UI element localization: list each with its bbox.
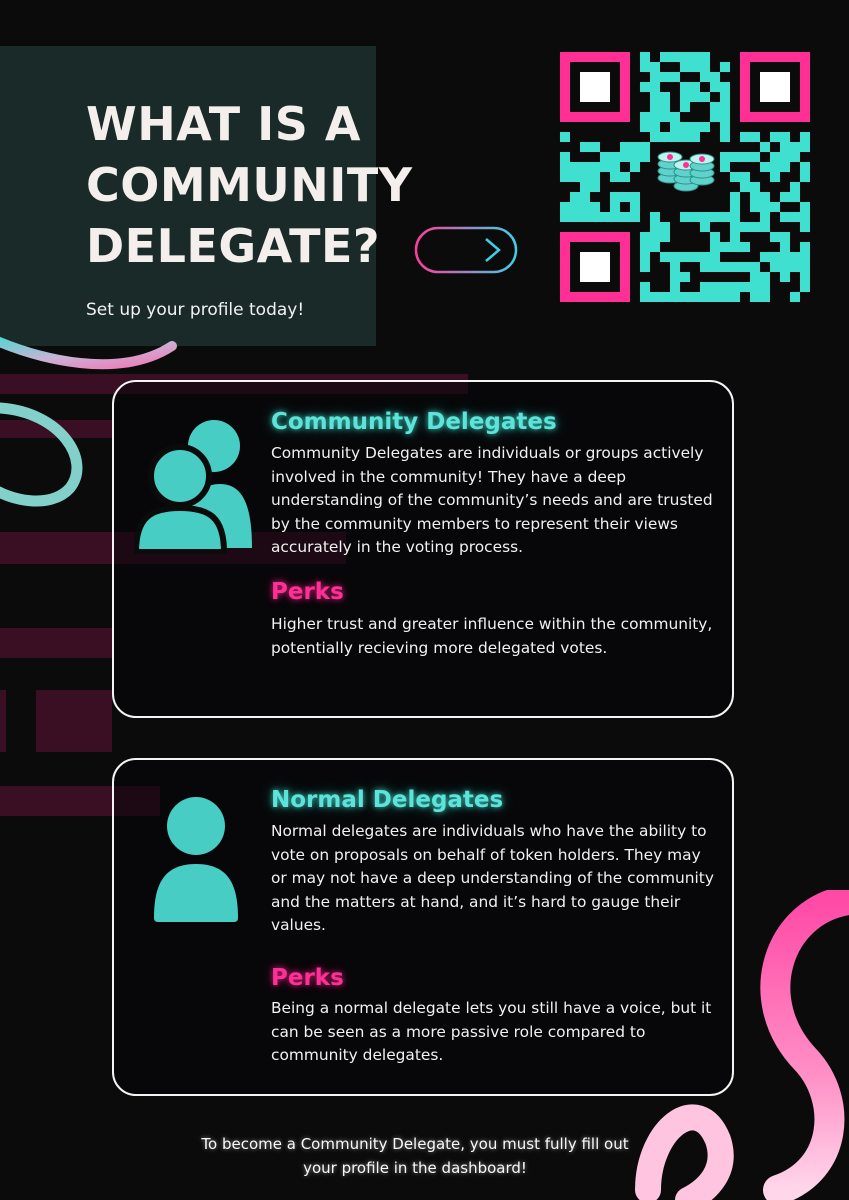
- normal-delegates-heading: Normal Delegates: [271, 787, 504, 813]
- community-perks-heading: Perks: [271, 579, 344, 605]
- normal-perks-heading: Perks: [271, 965, 344, 991]
- community-delegates-heading: Community Delegates: [271, 409, 557, 435]
- normal-delegates-description: Normal delegates are individuals who have the ability to vote on proposals on behalf of token holders. They may or may not have a deep understanding of the community and the matters at hand, and it’s hard to gauge their values.: [271, 822, 714, 935]
- normal-perks-text: Being a normal delegate lets you still have a voice, but it can be seen as a more passive role compared to community delegates.: [271, 999, 712, 1065]
- community-perks-text: Higher trust and greater influence within the community, potentially recieving more delegated votes.: [271, 615, 713, 657]
- footer-note: To become a Community Delegate, you must fully fill out your profile in the dashboard!: [201, 1135, 629, 1177]
- hero-subtitle: Set up your profile today!: [86, 300, 305, 320]
- single-person-icon: [150, 796, 240, 924]
- qr-finder-pattern: [745, 57, 805, 117]
- page-title: WHAT IS A COMMUNITY DELEGATE?: [86, 97, 413, 273]
- qr-finder-pattern: [565, 237, 625, 297]
- qr-finder-pattern: [565, 57, 625, 117]
- arrow-right-icon: [414, 226, 518, 274]
- qr-code[interactable]: [560, 52, 810, 302]
- group-of-people-icon: [134, 418, 254, 554]
- qr-code-icon: [560, 52, 810, 302]
- normal-delegates-card: [112, 758, 734, 1096]
- community-delegates-card: [112, 380, 734, 718]
- arrow-right-button[interactable]: [414, 226, 518, 274]
- community-delegates-description: Community Delegates are individuals or groups actively involved in the community! They have a deep understanding of the community’s needs and are trusted by the community members to represent their views accurately in the voting process.: [271, 444, 713, 557]
- coin-stack-icon: [658, 152, 714, 191]
